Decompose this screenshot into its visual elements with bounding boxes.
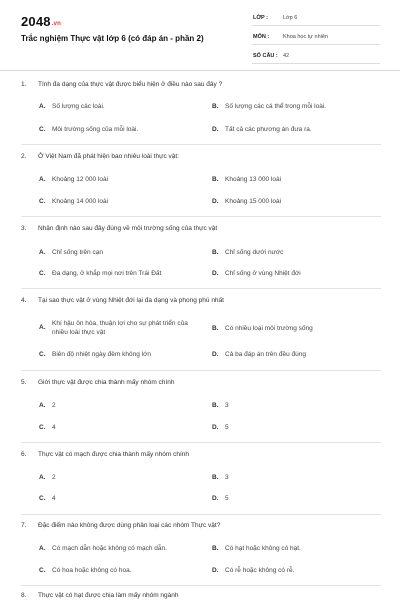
- site-logo[interactable]: [21, 14, 61, 29]
- logo-main: 2048: [21, 14, 51, 29]
- quiz-page: 2048.vn Trắc nghiệm Thực vật lớp 6 (có đáp án - phần 2) LỚP : Lớp 6 MÔN : Khoa học tự nhiên SỐ CÂU : 42 1. Tính đa dạng của thực vật được biểu hiện ở điều nào sau đây ? A. Số lượng các loài. B. Số lượng các cá thể trong mỗi loài. C. Môi trường sống của mỗi loài. D. Tất cả các phương án đưa ra. 2. Ở Việt Nam đã phát hiện bao nhiêu loài thực vật: A. Khoảng 12 000 loài B. Khoảng 13 000 loài C. Khoảng 14 000 loài D. Khoảng 15 000 loài 3. Nhận định nào sau đây đúng về môi trường sống của thực vật A. Chỉ sống trên cạn B. Chỉ sống dưới nước C. Đa dạng, ở khắp mọi nơi trên Trái Đất D. Chỉ sống ở vùng Nhiệt đới 4. Tại sao thực vật ở vùng Nhiệt đới lại đa dạng và phong phú nhất A. Khí hậu ôn hòa, thuận lợi cho sự phát triển của nhiều loài thực vật B. Có nhiều loại môi trường sống C. Biên độ nhiệt ngày đêm không lớn D. Cả ba đáp án trên đều đúng 5. Giới thực vật được chia thành mấy nhóm chính A. 2 B. 3 C. 4 D. 5 6. Thực vật có mạch được chia thành mấy nhóm chính A. 2 B. 3 C. 4 D. 5 7. Đặc điểm nào không được dùng phân loại các nhóm Thực vật? A. Có mạch dẫn hoặc không có mạch dẫn. B. Có hạt hoặc không có hạt. C. Có hoa hoặc không có hoa. D. Có rễ hoặc không có rễ. 8. Thực vật có hạt được chia làm mấy nhóm ngành: [0, 0, 400, 600]
- question-text: 2. Ở Việt Nam đã phát hiện bao nhiêu loài thực vật:: [21, 153, 179, 160]
- question-text: 7. Đặc điểm nào không được dùng phân loại các nhóm Thực vật?: [21, 522, 221, 529]
- question-text: 1. Tính đa dạng của thực vật được biểu hiện ở điều nào sau đây ?: [21, 81, 223, 88]
- logo-suffix: .vn: [51, 21, 62, 27]
- question-text: 4. Tại sao thực vật ở vùng Nhiệt đới lại đa dạng và phong phú nhất: [21, 297, 224, 304]
- meta-subject-row: [252, 32, 380, 45]
- question-separator: [21, 288, 381, 289]
- page-title: Trắc nghiệm Thực vật lớp 6 (có đáp án - phần 2): [21, 34, 204, 43]
- header-divider: [0, 70, 400, 71]
- meta-class-row: [252, 13, 380, 26]
- meta-subject-value: Khoa học tự nhiên: [283, 34, 328, 40]
- meta-count-row: [252, 51, 380, 64]
- quiz-meta: [252, 13, 380, 70]
- question-separator: [21, 144, 381, 145]
- meta-count-value: 42: [283, 53, 290, 59]
- question-text: 3. Nhận định nào sau đây đúng về môi trường sống của thực vật: [21, 225, 218, 232]
- question-separator: [21, 585, 381, 586]
- meta-count-label: SỐ CÂU :: [253, 53, 278, 59]
- page-header: [0, 0, 400, 68]
- question-separator: [21, 514, 381, 515]
- meta-subject-label: MÔN :: [253, 34, 270, 40]
- meta-class-label: LỚP :: [253, 15, 268, 21]
- question-text: 5. Giới thực vật được chia thành mấy nhóm chính: [21, 379, 175, 386]
- question-separator: [21, 216, 381, 217]
- question-separator: [21, 442, 381, 443]
- question-text: 8. Thực vật có hạt được chia làm mấy nhóm ngành: [21, 592, 179, 599]
- question-text: 6. Thực vật có mạch được chia thành mấy nhóm chính: [21, 451, 189, 458]
- meta-class-value: Lớp 6: [283, 15, 298, 21]
- question-separator: [21, 370, 381, 371]
